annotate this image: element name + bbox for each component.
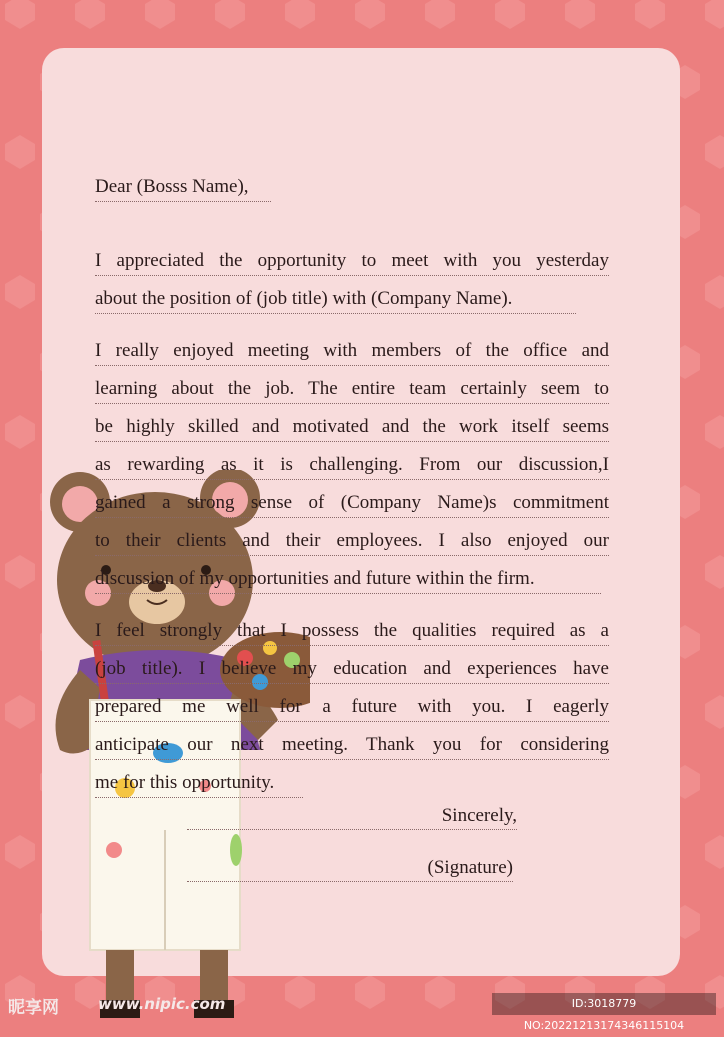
text-line (95, 442, 609, 480)
hexagon-decoration (5, 135, 35, 169)
text-line (95, 608, 609, 646)
text-line (95, 366, 609, 404)
text-line-content: be highly skilled and motivated and the work itself seems (95, 416, 609, 437)
text-line-content: I appreciated the opportunity to meet with you yesterday (95, 250, 609, 271)
text-line (95, 760, 303, 798)
hexagon-decoration (5, 415, 35, 449)
text-line (95, 276, 576, 314)
paragraph-1 (95, 238, 609, 314)
text-line-content: me for this opportunity. (95, 772, 275, 793)
signature-line (187, 856, 513, 882)
hexagon-decoration (425, 975, 455, 1009)
closing-text: Sincerely, (441, 805, 517, 826)
text-line-content: anticipate our next meeting. Thank you for considering (95, 734, 609, 755)
letter-body (95, 175, 609, 798)
hexagon-decoration (635, 0, 665, 29)
hexagon-decoration (355, 975, 385, 1009)
hexagon-decoration (5, 275, 35, 309)
hexagon-decoration (705, 555, 724, 589)
text-line (95, 238, 609, 276)
hexagon-decoration (5, 555, 35, 589)
hexagon-decoration (705, 835, 724, 869)
text-line-content: discussion of my opportunities and future within the firm. (95, 568, 535, 589)
hexagon-decoration (425, 0, 455, 29)
text-line-content: as rewarding as it is challenging. From our discussion,I (95, 454, 609, 475)
text-line-content: prepared me well for a future with you. I eagerly (95, 696, 609, 717)
hexagon-decoration (355, 0, 385, 29)
hexagon-decoration (5, 695, 35, 729)
paragraph-2 (95, 328, 609, 594)
hexagon-decoration (565, 0, 595, 29)
text-line-content: to their clients and their employees. I also enjoyed our (95, 530, 609, 551)
text-line (95, 646, 609, 684)
watermark-url: www.nipic.com (98, 995, 226, 1013)
text-line-content: about the position of (job title) with (Company Name). (95, 288, 513, 309)
closing-line (187, 804, 517, 830)
text-line (95, 556, 601, 594)
text-line (95, 328, 609, 366)
hexagon-decoration (75, 0, 105, 29)
text-line-content: (job title). I believe my education and experiences have (95, 658, 609, 679)
greeting-text: Dear (Bosss Name), (95, 176, 249, 197)
watermark-logo: 昵享网 (8, 998, 59, 1018)
text-line (95, 518, 609, 556)
paragraph-3 (95, 608, 609, 798)
text-line-content: gained a strong sense of (Company Name)s commitment (95, 492, 609, 513)
hexagon-decoration (705, 275, 724, 309)
text-line (95, 684, 609, 722)
hexagon-decoration (705, 0, 724, 29)
text-line (95, 404, 609, 442)
greeting-line (95, 175, 271, 202)
hexagon-decoration (5, 835, 35, 869)
text-line-content: I really enjoyed meeting with members of the office and (95, 340, 609, 361)
text-line (95, 480, 609, 518)
text-line (95, 722, 609, 760)
watermark-id: ID:3018779 NO:20221213174346115104 (492, 993, 716, 1015)
hexagon-decoration (705, 135, 724, 169)
hexagon-decoration (705, 695, 724, 729)
hexagon-decoration (495, 0, 525, 29)
hexagon-decoration (705, 415, 724, 449)
signature-placeholder: (Signature) (427, 857, 513, 878)
hexagon-decoration (5, 0, 35, 29)
hexagon-decoration (285, 0, 315, 29)
hexagon-decoration (145, 0, 175, 29)
hexagon-decoration (215, 0, 245, 29)
text-line-content: I feel strongly that I possess the qualities required as a (95, 620, 609, 641)
text-line-content: learning about the job. The entire team certainly seem to (95, 378, 609, 399)
